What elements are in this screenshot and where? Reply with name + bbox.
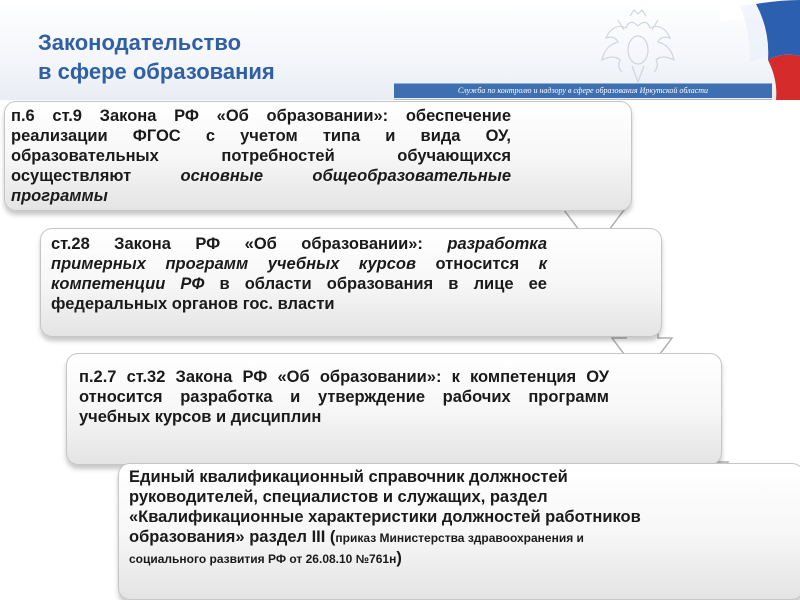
- law-box-1-text: [11, 106, 511, 206]
- slide-title: [38, 28, 275, 86]
- law-box-2-suffix: в области образования в лице ее федеральных органов гос. власти: [51, 275, 547, 313]
- service-name-bar: Служба по контролю и надзору в сфере образования Иркутской области: [394, 83, 772, 98]
- law-box-4: [118, 463, 800, 600]
- law-box-1-prefix: п.6 ст.9 Закона РФ «Об образовании»: обеспечение реализации ФГОС с учетом типа и вида ОУ, образовательных потребностей обучающихся осуществляют: [11, 107, 511, 185]
- law-box-2-text: [51, 234, 547, 314]
- law-box-2-prefix: ст.28 Закона РФ «Об образовании»:: [51, 235, 448, 253]
- double-headed-eagle-icon: [588, 6, 688, 86]
- title-line-2: в сфере образования: [38, 59, 275, 84]
- law-box-4-main: Единый квалификационный справочник должностей руководителей, специалистов и служащих, раздел «Квалификационные характеристики должностей работников образования» раздел III (: [129, 468, 641, 546]
- title-line-1: Законодательство: [38, 30, 242, 55]
- law-box-3-text: п.2.7 ст.32 Закона РФ «Об образовании»: к компетенция ОУ относится разработка и утверждение рабочих программ учебных курсов и дисциплин: [79, 368, 609, 426]
- law-box-4-close: ): [396, 549, 402, 567]
- law-box-4-order: приказ Министерства здравоохранения и социального развития РФ от 26.08.10 №761н: [129, 531, 584, 566]
- law-box-1-italic: основные общеобразовательные программы: [11, 167, 512, 205]
- law-box-2: [40, 228, 662, 337]
- law-box-3: [66, 353, 722, 465]
- law-box-2-italic-1: разработка примерных программ учебных курсов: [51, 235, 547, 273]
- law-box-2-italic-2: к компетенции РФ: [51, 255, 548, 293]
- law-box-1: [4, 101, 632, 211]
- law-box-4-text: [129, 467, 649, 569]
- law-box-2-middle: относится: [415, 255, 539, 273]
- slide-header: [0, 0, 800, 100]
- header-divider: [394, 99, 772, 100]
